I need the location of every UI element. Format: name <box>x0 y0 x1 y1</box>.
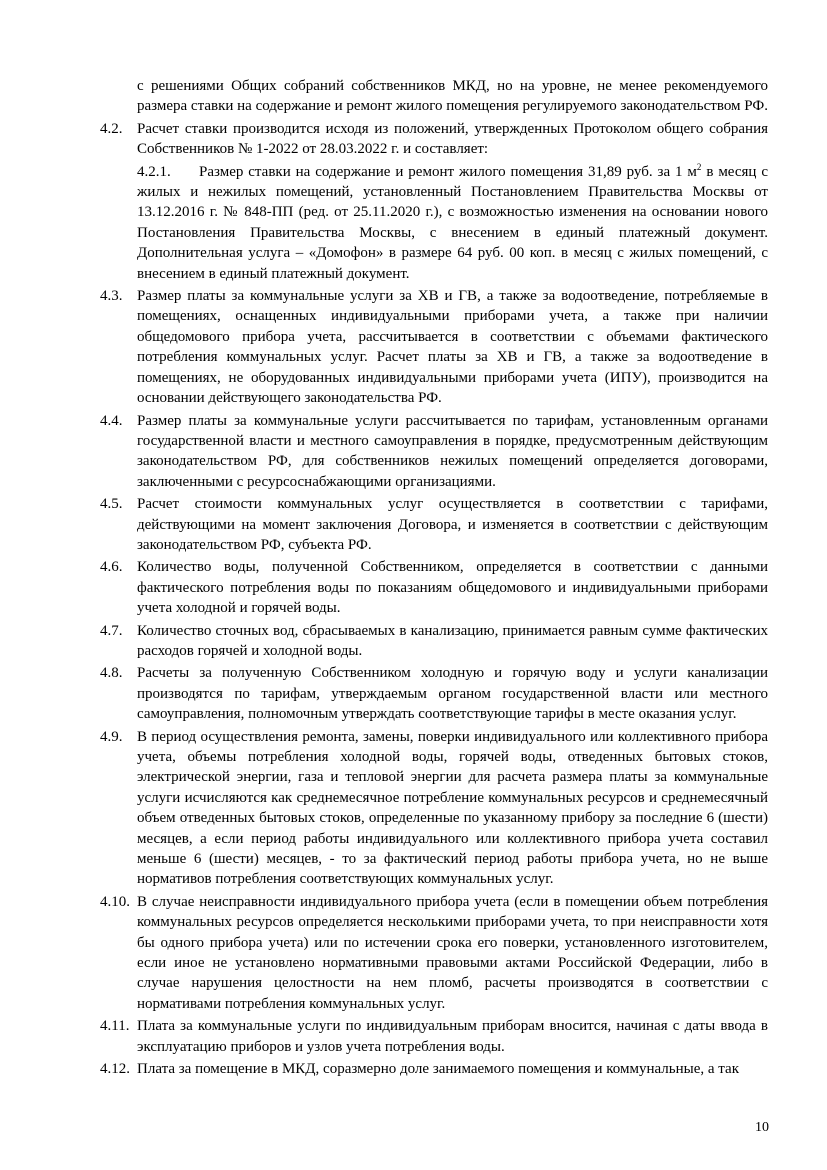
clause-text: В период осуществления ремонта, замены, поверки индивидуального или коллективного прибора учета, объемы потребления холодной воды, горячей воды, отведенных бытовых стоков, электрической энергии, газа и тепловой энергии для расчета размера платы за коммунальные услуги исчисляются как среднемесячное потребление коммунальных ресурсов и среднемесячный объем отведенных бытовых стоков, определенные по указанному прибору за последние 6 (шести) месяцев, а если период работы индивидуального или коллективного прибора учета составил меньше 6 (шести) месяцев, - то за фактический период работы прибора учета, но не выше нормативов потребления соответствующих коммунальных услуг. <box>137 728 768 888</box>
subclause-text-part2: в месяц с жилых и нежилых помещений, установленный Постановлением Правительства Москвы от 13.12.2016 г. № 848-ПП (ред. от 25.11.2020 г.), с возможностью изменения на основании нового Постановления Правительства Москвы, с внесением в единый платежный документ. Дополнительная услуга – «Домофон» в размере 64 руб. 00 коп. в месяц с жилых помещений, с внесением в единый платежный документ. <box>137 163 768 282</box>
clause-text: Размер платы за коммунальные услуги за ХВ и ГВ, а также за водоотведение, потребляемые в помещениях, оснащенных индивидуальными приборами учета, а также при наличии общедомового прибора учета, рассчитывается в соответствии с объемами фактического потребления коммунальных услуг. Расчет платы за ХВ и ГВ, а также за водоотведение в помещениях, не оборудованных индивидуальными приборами учета (ИПУ), производится на основании действующего законодательства РФ. <box>137 288 768 407</box>
clause-number: 4.5. <box>100 496 123 513</box>
clause-text: Плата за помещение в МКД, соразмерно доле занимаемого помещения и коммунальные, а так <box>137 1061 739 1078</box>
clause-number: 4.2. <box>100 120 123 137</box>
clause-4-5 <box>100 494 768 555</box>
clause-text: Расчеты за полученную Собственником холодную и горячую воду и услуги канализации производятся по тарифам, утверждаемым органом государственной власти или местного самоуправления, полномочным утверждать соответствующие тарифы в месте оказания услуг. <box>137 665 768 723</box>
clause-number: 4.3. <box>100 288 123 305</box>
clause-number: 4.6. <box>100 559 123 576</box>
clause-4-11 <box>100 1016 768 1057</box>
clause-number: 4.7. <box>100 622 123 639</box>
subclause-text-part1: Размер ставки на содержание и ремонт жилого помещения 31,89 руб. за 1 м <box>199 163 697 180</box>
clause-text: Количество сточных вод, сбрасываемых в канализацию, принимается равным сумме фактических расходов горячей и холодной воды. <box>137 622 768 659</box>
clause-text: Расчет ставки производится исходя из положений, утвержденных Протоколом общего собрания Собственников № 1-2022 от 28.03.2022 г. и составляет: <box>137 120 768 158</box>
clause-number: 4.4. <box>100 412 123 429</box>
clause-4-12 <box>100 1059 768 1079</box>
clause-4-10 <box>100 892 768 1014</box>
clause-4-9 <box>100 727 768 890</box>
clause-4-6 <box>100 557 768 618</box>
page-number: 10 <box>755 1120 769 1135</box>
document-page <box>100 76 768 1080</box>
clause-text: В случае неисправности индивидуального прибора учета (если в помещении объем потребления коммунальных ресурсов определяется несколькими приборами учета, то при неисправности хотя бы одного прибора учета) или по истечении срока его поверки, установленного изготовителем, если иное не установлено нормативными правовыми актами Российской Федерации, либо в случае нарушения целостности на нем пломб, расчеты производятся в соответствии с нормативами потребления коммунальных услуг. <box>137 893 768 1012</box>
clause-text: Размер платы за коммунальные услуги рассчитывается по тарифам, установленным органами государственной власти и местного самоуправления в порядке, предусмотренным действующим законодательством РФ, для собственников нежилых помещений определяется договорами, заключенными с ресурсоснабжающими организациями. <box>137 412 768 490</box>
clause-4-3 <box>100 286 768 408</box>
clause-text: Плата за коммунальные услуги по индивидуальным приборам вносится, начиная с даты ввода в эксплуатацию приборов и узлов учета потребления воды. <box>137 1018 768 1055</box>
clause-text: Расчет стоимости коммунальных услуг осуществляется в соответствии с тарифами, действующими на момент заключения Договора, и изменяется в соответствии с действующим законодательством РФ, субъекта РФ. <box>137 496 768 553</box>
subclause-number: 4.2.1. <box>137 163 171 180</box>
superscript: 2 <box>696 161 702 172</box>
clause-number: 4.9. <box>100 728 123 745</box>
clause-number: 4.8. <box>100 665 123 682</box>
intro-continuation: с решениями Общих собраний собственников МКД, но на уровне, не менее рекомендуемого размера ставки на содержание и ремонт жилого помещения регулируемого законодательством РФ. <box>137 78 768 115</box>
clause-number: 4.10. <box>100 893 130 910</box>
clause-4-2-1 <box>100 162 768 284</box>
clause-4-2 <box>100 119 768 160</box>
clause-4-8 <box>100 663 768 724</box>
clause-number: 4.12. <box>100 1061 130 1078</box>
clause-number: 4.11. <box>100 1018 130 1035</box>
clause-4-7 <box>100 621 768 662</box>
clause-text: Количество воды, полученной Собственником, определяется в соответствии с данными фактического потребления воды по показаниям общедомового и индивидуальными приборами учета холодной и горячей воды. <box>137 559 768 617</box>
clause-4-4 <box>100 411 768 493</box>
